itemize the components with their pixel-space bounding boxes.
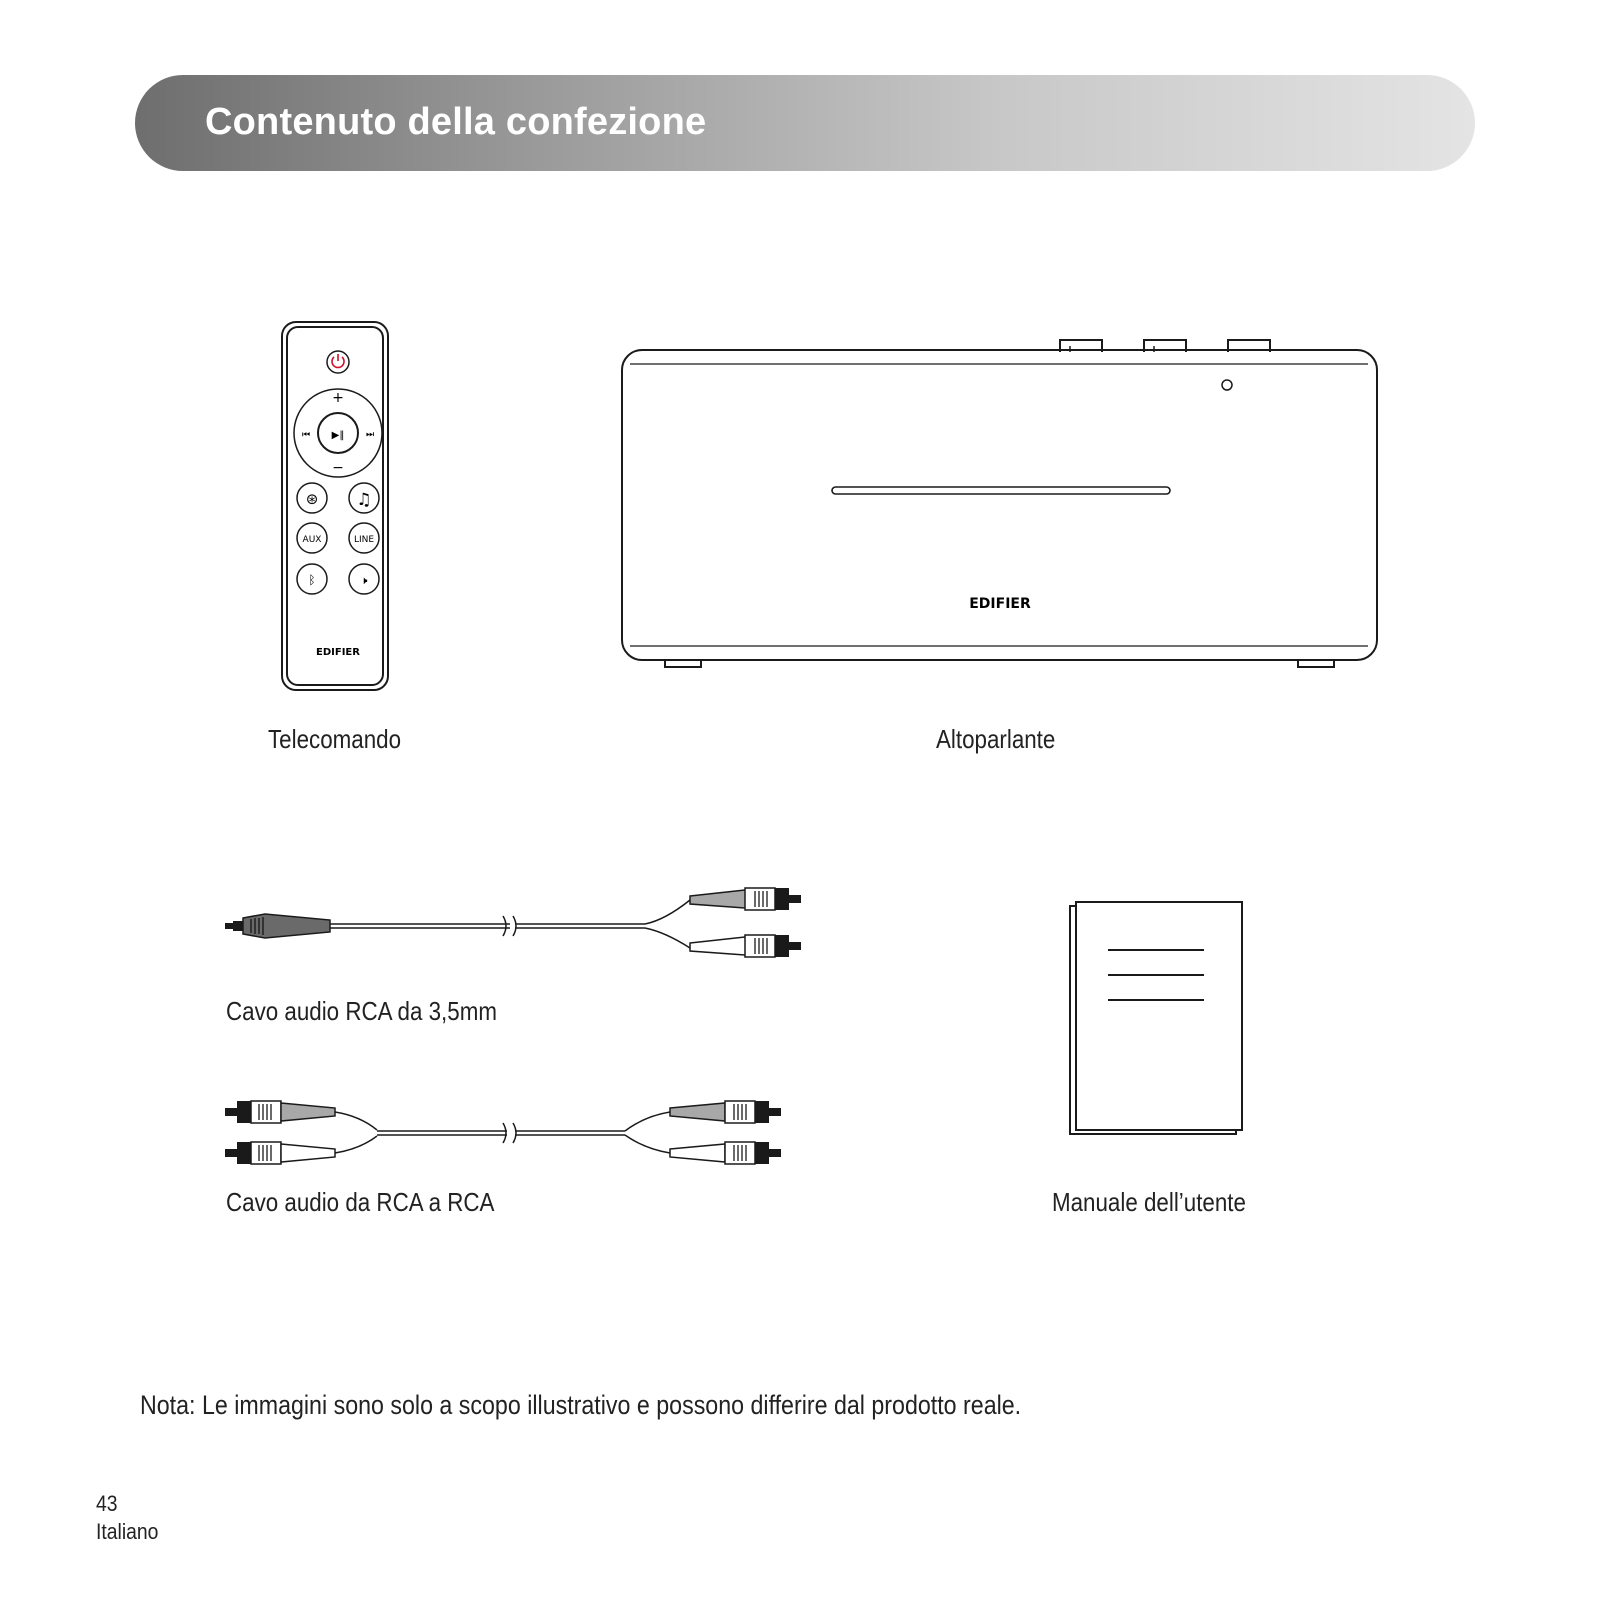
power-icon [327,351,349,373]
svg-text:⏭: ⏭ [365,430,375,440]
cable-35mm-to-rca-illustration [225,890,825,970]
svg-text:−: − [332,460,344,476]
page-number: 43 [96,1491,118,1516]
section-header-bar [135,75,1475,171]
cable-35mm-label: Cavo audio RCA da 3,5mm [226,996,497,1026]
svg-text:+: + [332,390,344,406]
manual-label: Manuale dell’utente [1052,1187,1246,1217]
svg-text:♫: ♫ [356,490,372,510]
svg-text:EDIFIER: EDIFIER [969,596,1031,612]
language-label: Italiano [96,1519,159,1544]
svg-text:⊛: ⊛ [305,490,319,508]
remote-label: Telecomando [268,724,402,754]
page-footer [96,1490,158,1546]
speaker-illustration [620,330,1380,680]
cable-rca-to-rca-illustration [225,1100,800,1180]
speaker-label: Altoparlante [936,724,1056,754]
svg-text:ᛒ: ᛒ [308,573,316,587]
section-title: Contenuto della confezione [205,101,707,143]
svg-text:LINE: LINE [353,535,375,545]
remote-control-illustration [280,320,400,695]
user-manual-illustration [1068,900,1248,1140]
svg-text:🕨: 🕨 [360,574,368,587]
cable-rca-label: Cavo audio da RCA a RCA [226,1187,495,1217]
svg-text:⏮: ⏮ [301,430,311,440]
svg-text:AUX: AUX [302,535,322,545]
disclaimer-note: Nota: Le immagini sono solo a scopo illustrativo e possono differire dal prodotto reale. [140,1390,1022,1420]
svg-text:▶‖: ▶‖ [331,430,345,441]
svg-text:EDIFIER: EDIFIER [316,647,360,658]
